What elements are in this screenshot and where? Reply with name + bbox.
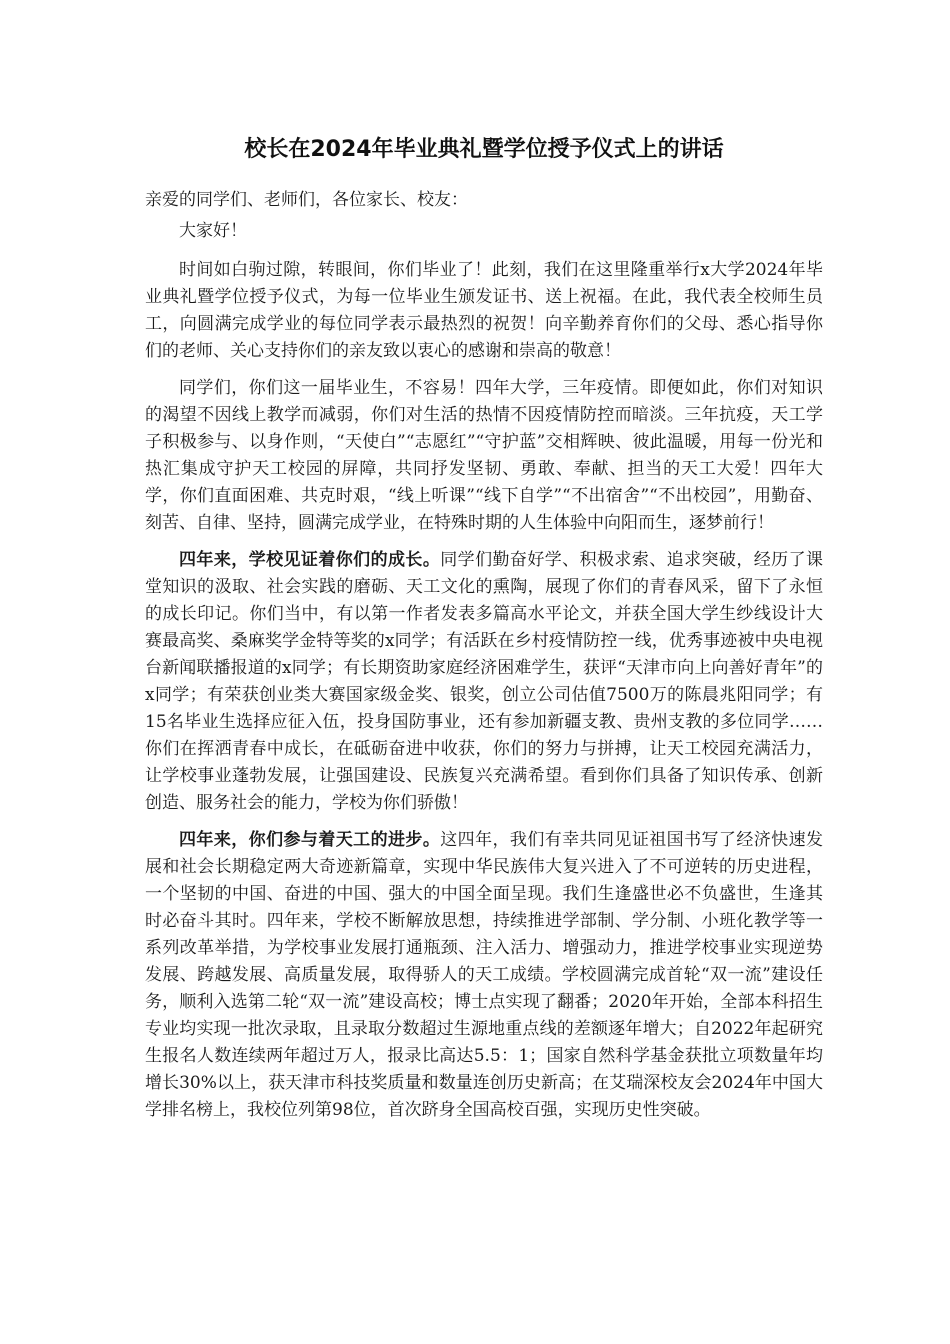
greeting: 亲爱的同学们、老师们，各位家长、校友：	[145, 190, 468, 210]
document-page	[145, 132, 823, 1134]
paragraph-3	[145, 547, 823, 817]
paragraph-4-text: 这四年，我们有幸共同见证祖国书写了经济快速发展和社会长期稳定两大奇迹新篇章，实现中华民族伟大复兴进入了不可逆转的历史进程，一个坚韧的中国、奋进的中国、强大的中国全面呈现。我们生逢盛世必不负盛世，生逢其时必奋斗其时。四年来，学校不断解放思想，持续推进学部制、学分制、小班化教学等一系列改革举措，为学校事业发展打通瓶颈、注入活力、增强动力，推进学校事业实现逆势发展、跨越发展、高质量发展，取得骄人的天工成绩。学校圆满完成首轮“双一流”建设任务，顺利入选第二轮“双一流”建设高校；博士点实现了翻番；2020年开始，全部本科招生专业均实现一批次录取，且录取分数超过生源地重点线的差额逐年增大；自2022年起研究生报名人数连续两年超过万人，报录比高达5.5：1；国家自然科学基金获批立项数量年均增长30%以上，获天津市科技奖质量和数量连创历史新高；在艾瑞深校友会2024年中国大学排名榜上，我校位列第98位，首次跻身全国高校百强，实现历史性突破。	[145, 830, 823, 1120]
paragraph-2-text: 同学们，你们这一届毕业生，不容易！四年大学，三年疫情。即便如此，你们对知识的渴望不因线上教学而减弱，你们对生活的热情不因疫情防控而暗淡。三年抗疫，天工学子积极参与、以身作则，“天使白”“志愿红”“守护蓝”交相辉映、彼此温暖，用每一份光和热汇集成守护天工校园的屏障，共同抒发坚韧、勇敢、奉献、担当的天工大爱！四年大学，你们直面困难、共克时艰，“线上听课”“线下自学”“不出宿舍”“不出校园”，用勤奋、刻苦、自律、坚持，圆满完成学业，在特殊时期的人生体验中向阳而生，逐梦前行！	[145, 378, 823, 533]
paragraph-3-lead: 四年来，学校见证着你们的成长。	[179, 550, 441, 570]
paragraph-2	[145, 375, 823, 537]
paragraph-1	[145, 257, 823, 365]
paragraph-4	[145, 827, 823, 1124]
hello-line: 大家好！	[179, 221, 247, 241]
document-title: 校长在2024年毕业典礼暨学位授予仪式上的讲话	[244, 137, 724, 162]
paragraph-1-text: 时间如白驹过隙，转眼间，你们毕业了！此刻，我们在这里隆重举行x大学2024年毕业典礼暨学位授予仪式，为每一位毕业生颁发证书、送上祝福。在此，我代表全校师生员工，向圆满完成学业的每位同学表示最热烈的祝贺！向辛勤养育你们的父母、悉心指导你们的老师、关心支持你们的亲友致以衷心的感谢和崇高的敬意！	[145, 260, 823, 361]
paragraph-3-text: 同学们勤奋好学、积极求索、追求突破，经历了课堂知识的汲取、社会实践的磨砺、天工文化的熏陶，展现了你们的青春风采，留下了永恒的成长印记。你们当中，有以第一作者发表多篇高水平论文，并获全国大学生纱线设计大赛最高奖、桑麻奖学金特等奖的x同学；有活跃在乡村疫情防控一线，优秀事迹被中央电视台新闻联播报道的x同学；有长期资助家庭经济困难学生，获评“天津市向上向善好青年”的x同学；有荣获创业类大赛国家级金奖、银奖，创立公司估值7500万的陈晨兆阳同学；有15名毕业生选择应征入伍，投身国防事业，还有参加新疆支教、贵州支教的多位同学……你们在挥洒青春中成长，在砥砺奋进中收获，你们的努力与拼搏，让天工校园充满活力，让学校事业蓬勃发展，让强国建设、民族复兴充满希望。看到你们具备了知识传承、创新创造、服务社会的能力，学校为你们骄傲！	[145, 550, 823, 813]
paragraph-4-lead: 四年来，你们参与着天工的进步。	[179, 830, 441, 850]
